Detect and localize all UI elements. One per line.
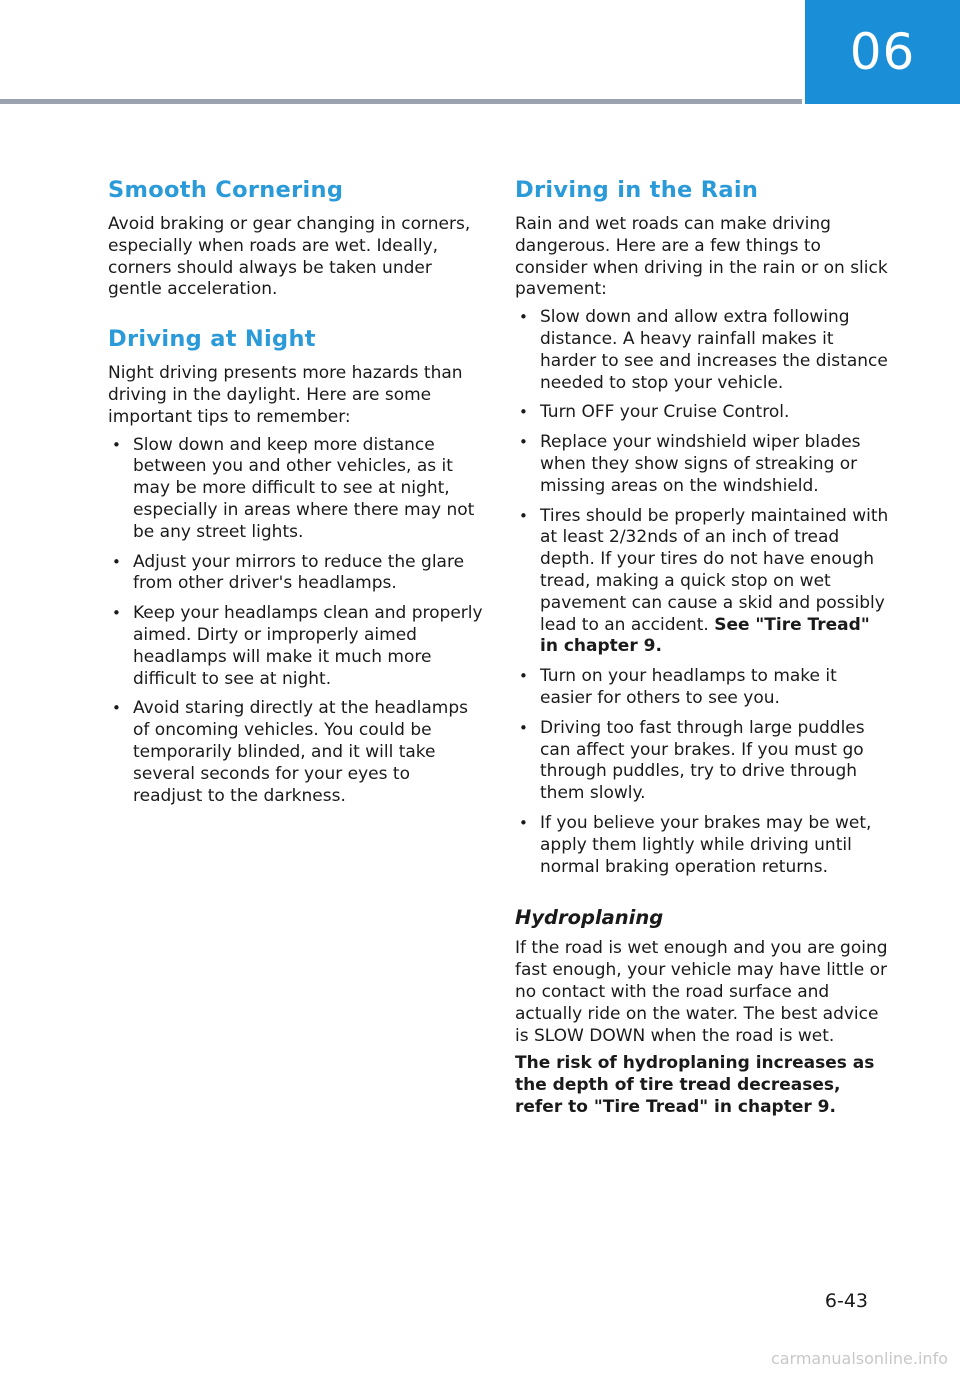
bullet-icon: • [112, 699, 121, 718]
list-item: • Turn on your headlamps to make it easier for others to see you. [519, 666, 837, 708]
bullet-icon: • [519, 667, 528, 686]
hydroplaning-warning: The risk of hydroplaning increases as the depth of tire tread decreases, refer to "Tire Tread" in chapter 9. [515, 1053, 875, 1117]
bullet-icon: • [519, 506, 528, 525]
chapter-number: 06 [849, 23, 916, 81]
list-item: • Driving too fast through large puddles can affect your brakes. If you must go through puddles, try to drive through them slowly. [519, 717, 865, 804]
list-item: • Slow down and allow extra following distance. A heavy rainfall makes it harder to see and increases the distance needed to stop your vehicle. [519, 307, 888, 393]
rain-tips-list [515, 307, 890, 878]
subsection-title-hydroplaning: Hydroplaning [515, 906, 664, 930]
list-item: • Slow down and keep more distance between you and other vehicles, as it may be more difficult to see at night, especially in areas where there may not be any street lights. [112, 434, 475, 542]
bullet-icon: • [519, 433, 528, 452]
chapter-tab [805, 0, 960, 104]
smooth-cornering-body: Avoid braking or gear changing in corners, especially when roads are wet. Ideally, corners should always be taken under gentle acceleration. [108, 214, 471, 300]
section-title-driving-at-night: Driving at Night [108, 326, 316, 353]
bullet-icon: • [112, 435, 121, 454]
list-item: • Keep your headlamps clean and properly aimed. Dirty or improperly aimed headlamps will make it much more difficult to see at night. [112, 603, 483, 689]
driving-at-night-intro: Night driving presents more hazards than driving in the daylight. Here are some important tips to remember: [108, 363, 463, 427]
bullet-icon: • [519, 813, 528, 832]
page-number: 6-43 [824, 1290, 868, 1312]
list-item: • Tires should be properly maintained with at least 2/32nds of an inch of tread depth. If your tires do not have enough tread, making a quick stop on wet pavement can cause a skid and possibly lead to an accident. See "Tire Tread" in chapter 9. [519, 505, 889, 657]
bullet-icon: • [519, 308, 528, 327]
section-title-smooth-cornering: Smooth Cornering [108, 177, 344, 203]
list-item: • Adjust your mirrors to reduce the glare from other driver's headlamps. [112, 551, 465, 594]
header-rule [0, 99, 802, 104]
bullet-icon: • [519, 403, 528, 422]
list-item: • Turn OFF your Cruise Control. [519, 402, 790, 423]
right-column [515, 174, 890, 1125]
night-tips-list [108, 435, 484, 808]
hydroplaning-body: If the road is wet enough and you are going fast enough, your vehicle may have little or no contact with the road surface and actually ride on the water. The best advice is SLOW DOWN when the road is wet. [515, 938, 888, 1046]
bullet-icon: • [112, 604, 121, 623]
bullet-icon: • [112, 552, 121, 571]
watermark: carmanualsonline.info [770, 1349, 948, 1368]
tire-tread-reference: See "Tire Tread" in chapter 9. [540, 614, 870, 657]
left-column [108, 174, 484, 815]
list-item: • Replace your windshield wiper blades when they show signs of streaking or missing areas on the windshield. [519, 432, 861, 496]
list-item: • If you believe your brakes may be wet, apply them lightly while driving until normal braking operation returns. [519, 812, 872, 877]
list-item: • Avoid staring directly at the headlamps of oncoming vehicles. You could be temporarily blinded, and it will take several seconds for your eyes to readjust to the darkness. [112, 698, 469, 806]
driving-in-rain-intro: Rain and wet roads can make driving dangerous. Here are a few things to consider when driving in the rain or on slick pavement: [515, 214, 888, 300]
bullet-icon: • [519, 718, 528, 737]
section-title-driving-in-rain: Driving in the Rain [515, 177, 759, 203]
